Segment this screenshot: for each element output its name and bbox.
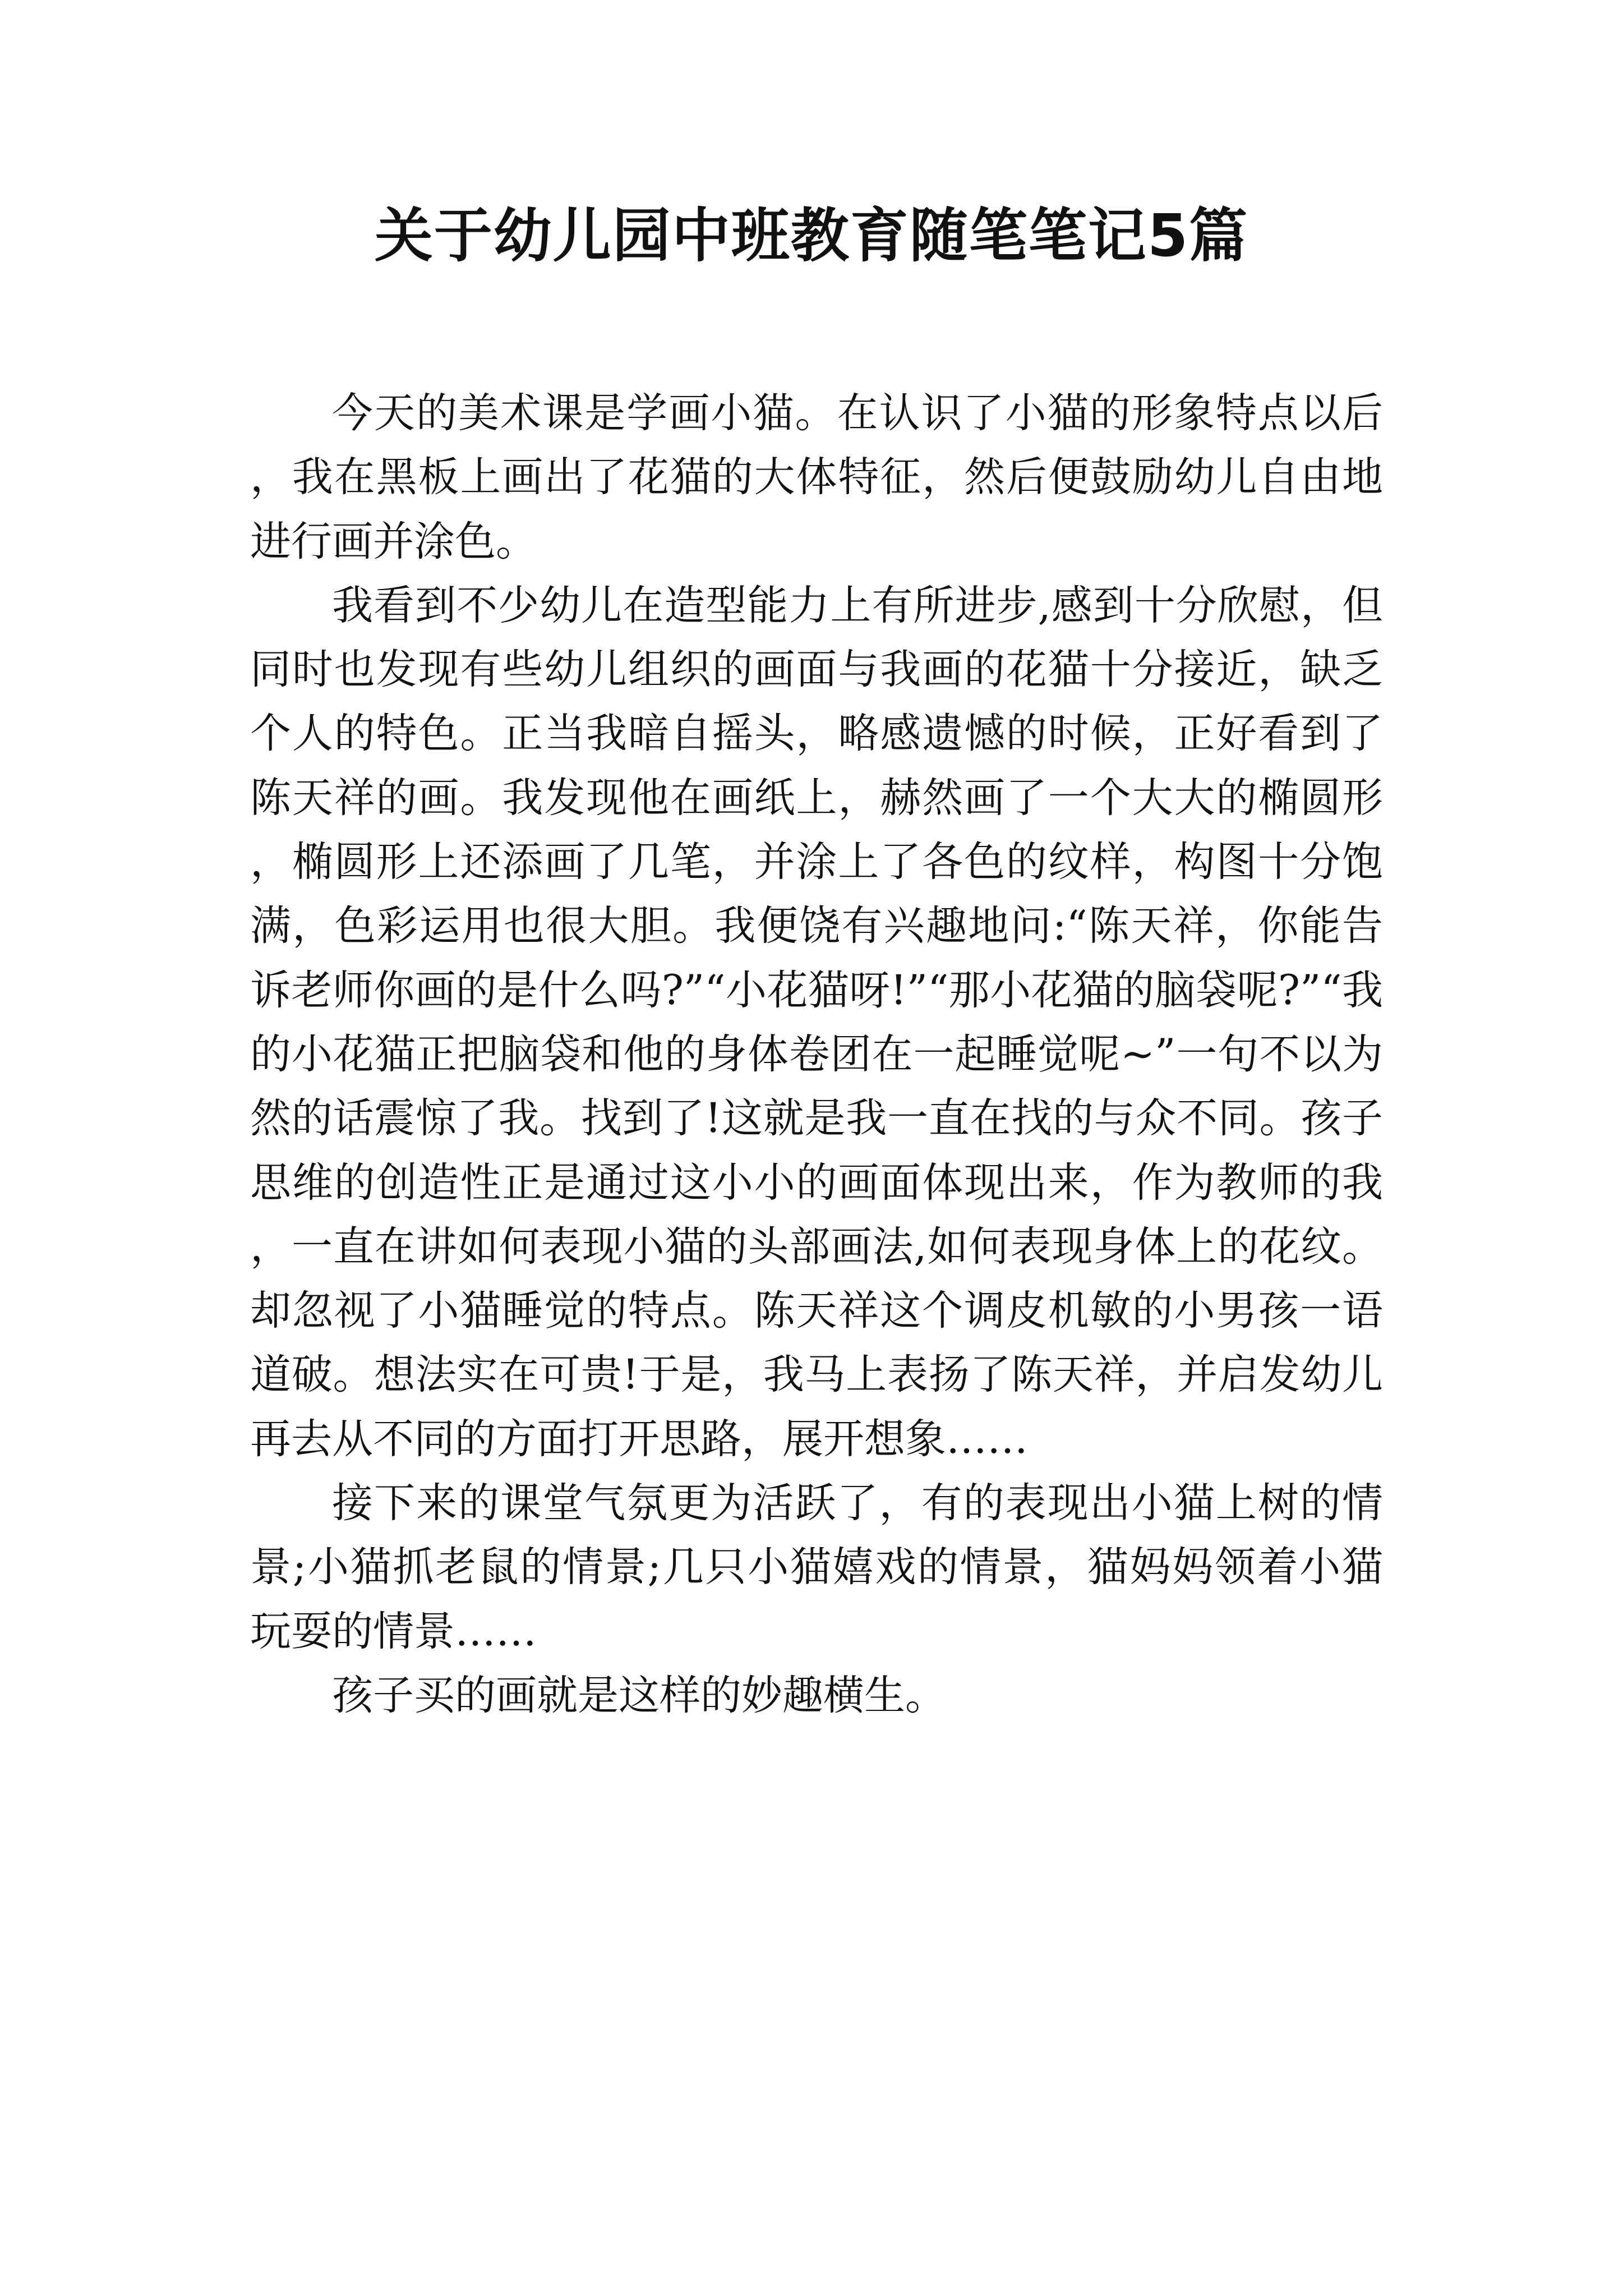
paragraph-4: 孩子买的画就是这样的妙趣横生。 <box>332 1671 946 1719</box>
document-title: 关于幼儿园中班教育随笔笔记5篇 <box>374 201 1249 270</box>
paragraph-1: 今天的美术课是学画小猫。在认识了小猫的形象特点以后，我在黑板上画出了花猫的大体特征，然后便鼓励幼儿自由地进行画并涂色。 <box>250 389 1383 565</box>
paragraph-2: 我看到不少幼儿在造型能力上有所进步,感到十分欣慰，但同时也发现有些幼儿组织的画面与我画的花猫十分接近，缺乏个人的特色。正当我暗自摇头，略感遗憾的时候，正好看到了陈天祥的画。我发现他在画纸上，赫然画了一个大大的椭圆形，椭圆形上还添画了几笔，并涂上了各色的纹样，构图十分饱满，色彩运用也很大胆。我便饶有兴趣地问:“陈天祥，你能告诉老师你画的是什么吗?”“小花猫呀!”“那小花猫的脑袋呢?”“我的小花猫正把脑袋和他的身体卷团在一起睡觉呢~”一句不以为然的话震惊了我。找到了!这就是我一直在找的与众不同。孩子思维的创造性正是通过这小小的画面体现出来，作为教师的我，一直在讲如何表现小猫的头部画法,如何表现身体上的花纹。却忽视了小猫睡觉的特点。陈天祥这个调皮机敏的小男孩一语道破。想法实在可贵!于是，我马上表扬了陈天祥，并启发幼儿再去从不同的方面打开思路，展开想象…… <box>250 581 1383 1463</box>
document-body <box>250 381 1383 1728</box>
paragraph-3: 接下来的课堂气氛更为活跃了，有的表现出小猫上树的情景;小猫抓老鼠的情景;几只小猫嬉戏的情景，猫妈妈领着小猫玩耍的情景…… <box>250 1479 1383 1655</box>
